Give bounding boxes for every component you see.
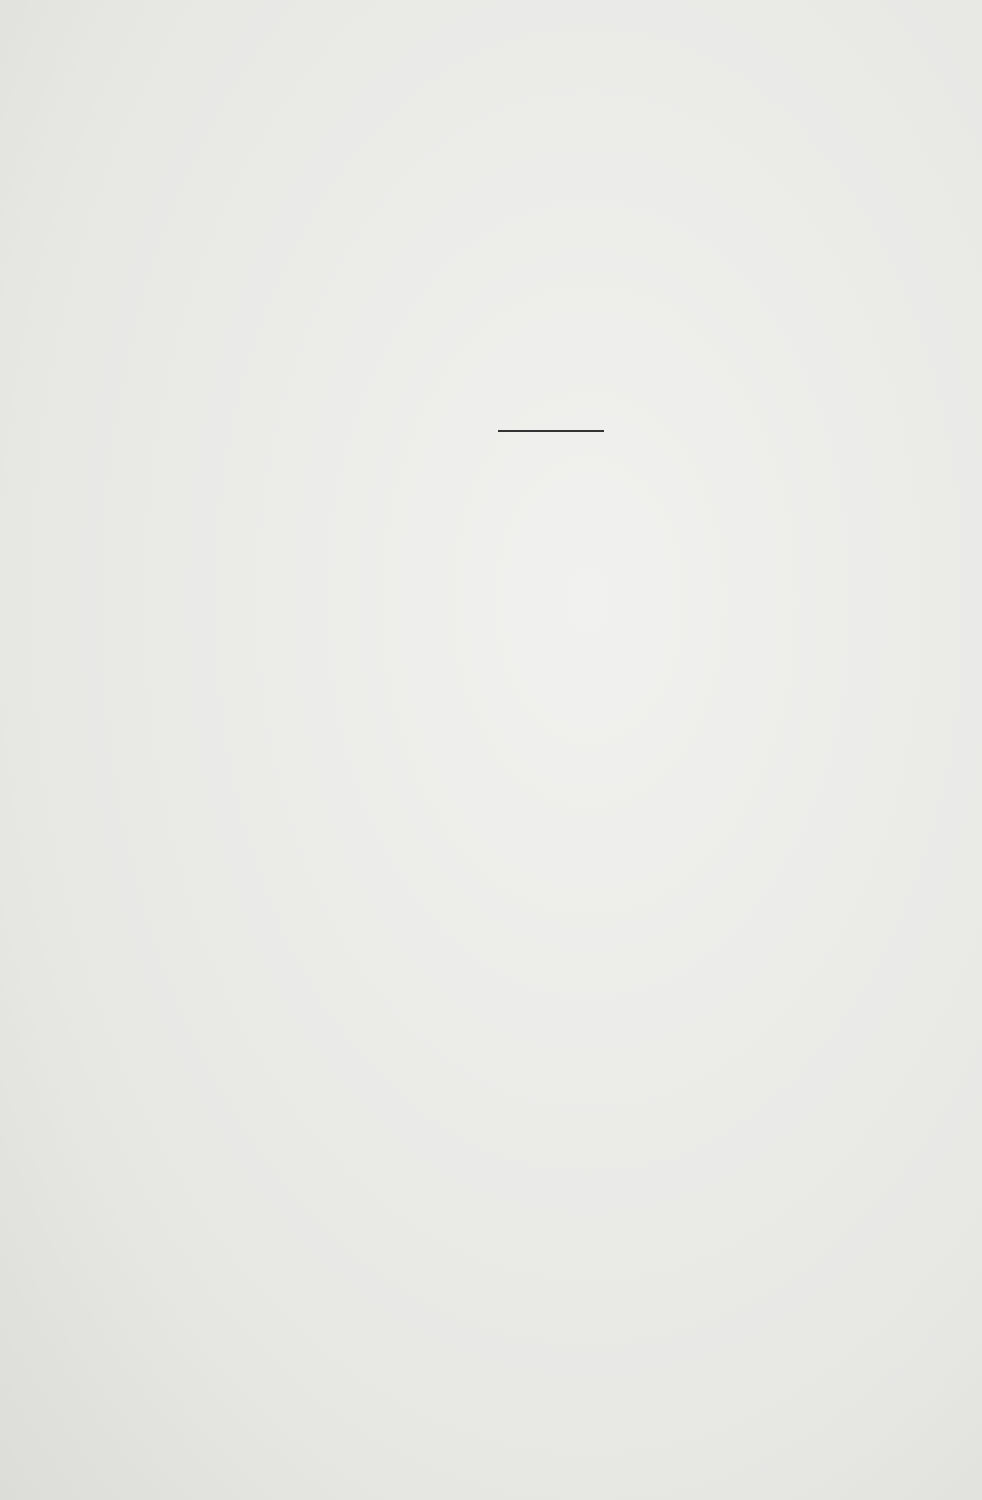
divider-rule <box>498 430 604 432</box>
chapter-heading <box>398 352 406 412</box>
